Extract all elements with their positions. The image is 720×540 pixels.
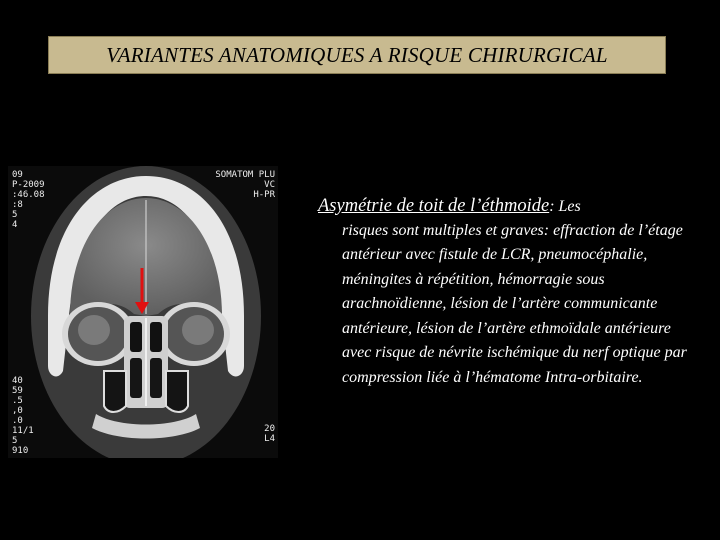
paragraph-first-words: Les xyxy=(554,198,581,215)
slide-title-box xyxy=(48,36,666,74)
description-paragraph xyxy=(318,194,698,390)
slide-title: VARIANTES ANATOMIQUES A RISQUE CHIRURGICAL xyxy=(106,42,608,67)
paragraph-lead: Asymétrie de toit de l’éthmoide xyxy=(318,196,550,216)
ct-scan-graphic xyxy=(8,166,278,458)
ct-overlay-bottom-right: 20 L4 xyxy=(264,424,275,444)
paragraph-body: risques sont multiples et graves: effraction de l’étage antérieur avec fistule de LCR, pneumocéphalie, méningites à répétition, hémorragie sous arachnoïdienne, lésion de l’artère communicante antérieure, lésion de l’artère ethmoïdale antérieure avec risque de névrite ischémique du nerf optique par compression liée à l’hématome Intra-orbitaire. xyxy=(342,221,687,386)
ct-scan-image xyxy=(8,166,278,458)
ct-overlay-bottom-left: 40 59 .5 ,0 .0 11/1 5 910 xyxy=(12,376,34,456)
right-globe xyxy=(182,315,214,345)
nasal-cavity-right xyxy=(150,358,162,398)
nasal-cavity-left xyxy=(130,358,142,398)
paragraph-lead-separator: : xyxy=(549,198,555,215)
ct-overlay-top-left: 09 P-2009 :46.08 :8 5 4 xyxy=(12,170,45,230)
ethmoid-cell-left xyxy=(130,322,142,352)
ct-overlay-top-right: SOMATOM PLU VC H-PR xyxy=(215,170,275,200)
left-globe xyxy=(78,315,110,345)
right-maxillary-sinus xyxy=(166,371,188,412)
ethmoid-cell-right xyxy=(150,322,162,352)
left-maxillary-sinus xyxy=(104,371,126,412)
